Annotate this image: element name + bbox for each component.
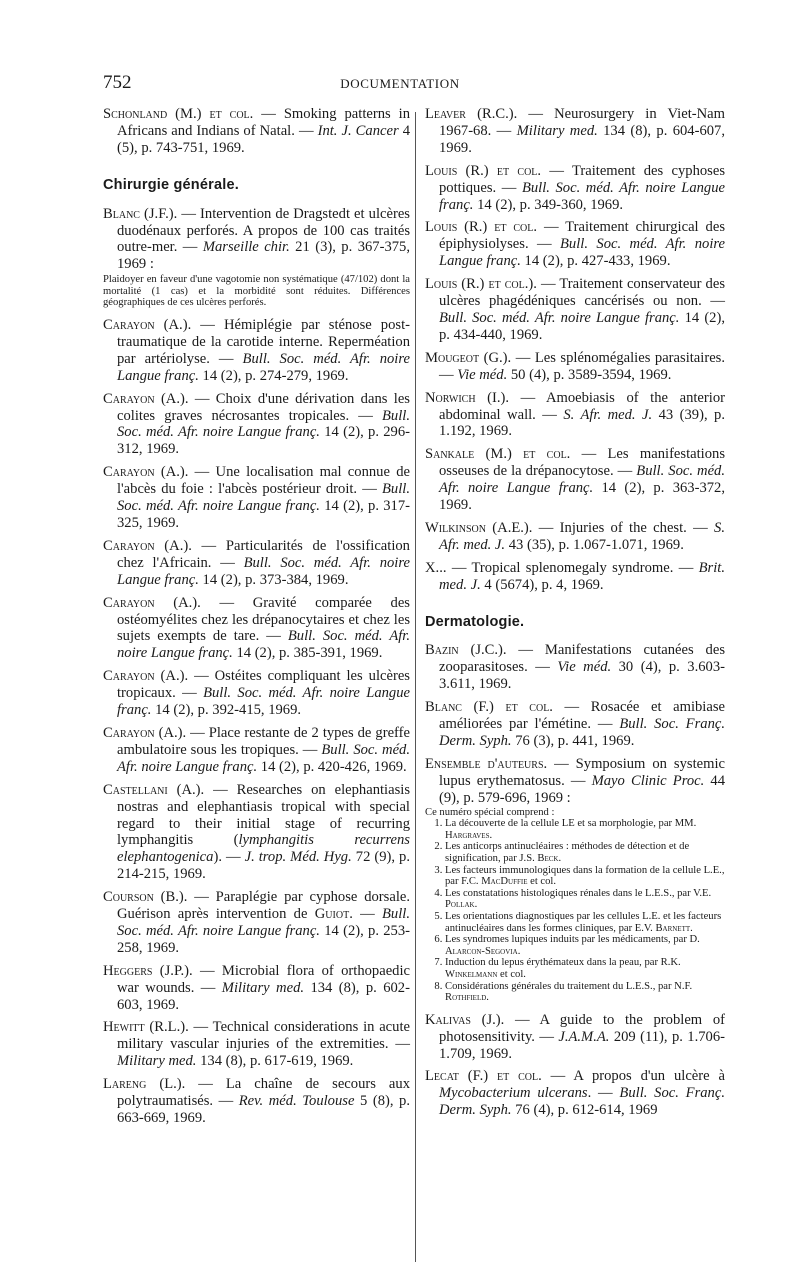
reference-title: — Researches on elephantiasis nostras and elephantiasis tropical with special regard to their initial stage of recurring lymphangitis ( bbox=[117, 781, 410, 849]
reference-title: — Injuries of the chest. — bbox=[532, 519, 715, 536]
reference-journal: Bull. Soc. méd. Afr. noire Langue franç. bbox=[117, 481, 410, 515]
reference-details: 14 (2), p. 296-312, 1969. bbox=[117, 424, 410, 458]
reference-details: 14 (2), p. 427-433, 1969. bbox=[520, 253, 671, 270]
reference-title: — Amoebiasis of the anterior abdominal wall. — bbox=[439, 389, 725, 423]
contents-item: 1. La découverte de la cellule LE et sa morphologie, par MM. Hargraves. bbox=[445, 818, 725, 841]
reference-journal: J.A.M.A. bbox=[558, 1028, 610, 1045]
reference-author: Carayon (A.). bbox=[103, 390, 189, 407]
reference-author: Kalivas (J.). bbox=[425, 1011, 505, 1028]
reference-journal: J. trop. Méd. Hyg. bbox=[244, 849, 352, 866]
reference-details: 14 (2), p. 363-372, 1969. bbox=[439, 480, 725, 514]
reference-title: — Traitement conservateur des ulcères phagédéniques cancérisés ou non. — bbox=[439, 276, 726, 310]
reference-journal: Military med. bbox=[117, 1053, 197, 1070]
reference-entry bbox=[103, 106, 410, 157]
reference-title: — Particularités de l'ossification chez l'Africain. — bbox=[117, 537, 410, 571]
reference-entry bbox=[425, 1012, 725, 1063]
reference-title: — Hémiplégie par sténose post-traumatique de la carotide interne. Reperméation par artériolyse. — bbox=[117, 317, 410, 367]
reference-entry bbox=[103, 538, 410, 589]
reference-title: — Intervention de Dragstedt et ulcères duodénaux perforés. A propos de 100 cas traités outre-mer. — bbox=[117, 205, 410, 256]
reference-title: — Technical considerations in acute military vascular injuries of the extremities. — bbox=[117, 1019, 410, 1053]
reference-entry bbox=[103, 668, 410, 719]
reference-author: Carayon (A.). bbox=[103, 464, 189, 481]
reference-entry bbox=[103, 391, 410, 459]
reference-entry bbox=[103, 1019, 410, 1070]
reference-entry bbox=[425, 699, 725, 750]
reference-title: — Paraplégie par cyphose dorsale. Guérison après intervention de bbox=[117, 889, 410, 923]
reference-title-author: Guiot bbox=[314, 906, 350, 923]
reference-author: X... bbox=[425, 559, 447, 576]
reference-details: 14 (2), p. 434-440, 1969. bbox=[439, 309, 725, 343]
contents-list bbox=[425, 818, 725, 1004]
contents-item: 6. Les syndromes lupiques induits par les médicaments, par D. Alarcon-Segovia. bbox=[445, 934, 725, 957]
reference-entry bbox=[425, 106, 725, 157]
reference-author: Hewitt (R.L.). bbox=[103, 1019, 189, 1036]
reference-details: 4 (5), p. 743-751, 1969. bbox=[117, 122, 411, 156]
reference-title-italic: lymphangitis recurrens elephantogenica bbox=[117, 832, 410, 866]
right-column bbox=[425, 106, 725, 1125]
reference-details: 14 (2), p. 373-384, 1969. bbox=[198, 571, 349, 588]
reference-entry bbox=[103, 889, 410, 957]
reference-author: Blanc (J.F.). bbox=[103, 205, 178, 222]
reference-details: 4 (5674), p. 4, 1969. bbox=[480, 576, 604, 593]
reference-details: 14 (2), p. 349-360, 1969. bbox=[473, 196, 624, 213]
reference-title: — Les manifestations osseuses de la drépanocytose. — bbox=[439, 446, 725, 480]
reference-details: 14 (2), p. 274-279, 1969. bbox=[198, 367, 349, 384]
reference-title: — Les splénomégalies parasitaires. — bbox=[439, 349, 725, 383]
reference-details: 134 (8), p. 602-603, 1969. bbox=[117, 979, 410, 1013]
left-column bbox=[103, 106, 410, 1133]
reference-details: 5 (8), p. 663-669, 1969. bbox=[117, 1093, 410, 1126]
reference-author: Louis (R.) et col. bbox=[425, 162, 542, 179]
reference-title: — Choix d'une dérivation dans les colites graves nécrosantes tropicales. — bbox=[117, 390, 410, 424]
reference-entry bbox=[425, 446, 725, 514]
running-head: DOCUMENTATION bbox=[340, 76, 460, 91]
reference-author: Bazin (J.C.). bbox=[425, 642, 507, 659]
reference-author: Schonland (M.) et col. bbox=[103, 106, 254, 122]
reference-journal: Marseille chir. bbox=[202, 239, 290, 256]
reference-entry bbox=[425, 163, 725, 214]
reference-title: — Rosacée et amibiase améliorées par l'émétine. — bbox=[439, 699, 725, 733]
reference-title: — Traitement chirurgical des épiphysiolyses. — bbox=[439, 219, 725, 253]
reference-author: Carayon (A.). bbox=[103, 668, 189, 685]
contents-item: 7. Induction du lepus érythémateux dans la peau, par R.K. Winkelmann et col. bbox=[445, 957, 725, 980]
reference-note: Ce numéro spécial comprend : bbox=[425, 806, 555, 818]
reference-entry bbox=[425, 350, 725, 384]
reference-journal: Bull. Soc. Franç. Derm. Syph. bbox=[439, 716, 725, 749]
contents-item: 4. Les constatations histologiques rénales dans le L.E.S., par V.E. Pollak. bbox=[445, 888, 725, 911]
reference-author: Carayon (A.). bbox=[103, 724, 187, 741]
reference-details: 134 (8), p. 617-619, 1969. bbox=[196, 1053, 354, 1070]
reference-author: Heggers (J.P.). bbox=[103, 962, 193, 979]
reference-title: — A guide to the problem of photosensitivity. — bbox=[439, 1011, 725, 1045]
reference-entry bbox=[103, 464, 410, 532]
reference-details: 43 (35), p. 1.067-1.071, 1969. bbox=[505, 536, 684, 553]
page-number: 752 bbox=[103, 72, 132, 93]
reference-title: — La chaîne de secours aux polytraumatisés. — bbox=[117, 1076, 410, 1110]
reference-entry bbox=[425, 1068, 725, 1119]
reference-title: — Tropical splenomegaly syndrome. — bbox=[446, 559, 699, 576]
reference-entry bbox=[425, 390, 725, 441]
reference-journal: Bull. Soc. méd. Afr. noire Langue franç. bbox=[117, 685, 410, 719]
section-heading: Chirurgie générale. bbox=[103, 176, 239, 193]
reference-entry bbox=[103, 317, 410, 385]
reference-title-end: . — bbox=[349, 906, 383, 923]
reference-details: 14 (2), p. 385-391, 1969. bbox=[232, 645, 383, 662]
reference-author: Castellani (A.). bbox=[103, 781, 205, 798]
reference-title: — Neurosurgery in Viet-Nam 1967-68. — bbox=[439, 106, 725, 139]
reference-journal: Bull. Soc. méd. Afr. noire Langue franç. bbox=[439, 236, 725, 270]
reference-title: — Smoking patterns in Africans and Indians of Natal. — bbox=[117, 106, 410, 139]
reference-journal: Bull. Soc. méd. Afr. noire Langue franç. bbox=[117, 407, 410, 441]
contents-item: 5. Les orientations diagnostiques par les cellules L.E. et les facteurs antinucléaires dans les formes cliniques, par E.V. Barnett. bbox=[445, 911, 725, 934]
reference-journal: Bull. Soc. méd. Afr. noire Langue franç. bbox=[117, 906, 410, 939]
reference-author: Ensemble d'auteurs. bbox=[425, 755, 548, 772]
reference-note: Plaidoyer en faveur d'une vagotomie non systématique (47/102) dont la mortalité (1 cas) et la morbidité sont réduites. Différences géographiques de ces ulcères perforés. bbox=[103, 274, 410, 309]
reference-author: Wilkinson (A.E.). bbox=[425, 519, 533, 536]
reference-author: Courson (B.). bbox=[103, 889, 188, 906]
reference-title: — Place restante de 2 types de greffe ambulatoire sous les tropiques. — bbox=[117, 724, 410, 758]
reference-details: 30 (4), p. 3.603-3.611, 1969. bbox=[439, 659, 725, 693]
reference-entry bbox=[425, 560, 725, 594]
reference-title-end: ). — bbox=[213, 849, 245, 866]
reference-journal: Bull. Soc. méd. Afr. noire Langue franç. bbox=[117, 350, 410, 384]
reference-journal: S. Afr. med. J. bbox=[439, 519, 725, 553]
reference-title: — Manifestations cutanées des zooparasitoses. — bbox=[439, 642, 726, 676]
reference-journal: Bull. Soc. méd. Afr. noire Langue franç. bbox=[117, 628, 410, 662]
reference-details: 134 (8), p. 604-607, 1969. bbox=[439, 122, 725, 156]
reference-details: 76 (3), p. 441, 1969. bbox=[511, 733, 635, 749]
reference-journal: Rev. méd. Toulouse bbox=[238, 1093, 355, 1110]
reference-entry bbox=[103, 206, 410, 274]
reference-entry bbox=[103, 725, 410, 776]
reference-journal: Bull. Soc. méd. Afr. noire Langue franç. bbox=[439, 309, 680, 326]
reference-author: Lareng (L.). bbox=[103, 1076, 186, 1093]
reference-journal: Int. J. Cancer bbox=[317, 122, 399, 139]
reference-details: 44 (9), p. 579-696, 1969 : bbox=[439, 772, 725, 806]
reference-details: 14 (2), p. 392-415, 1969. bbox=[151, 702, 302, 719]
reference-details: 209 (11), p. 1.706-1.709, 1969. bbox=[439, 1028, 725, 1062]
reference-details: 72 (9), p. 214-215, 1969. bbox=[117, 849, 411, 883]
reference-title: — Symposium on systemic lupus erythematosus. — bbox=[439, 755, 725, 789]
reference-author: Louis (R.) et col. bbox=[425, 219, 538, 236]
reference-journal: Bull. Soc. méd. Afr. noire Langue franç. bbox=[117, 741, 410, 775]
reference-entry bbox=[425, 756, 725, 807]
reference-details: 14 (2), p. 420-426, 1969. bbox=[257, 758, 407, 775]
reference-details: 76 (4), p. 612-614, 1969 bbox=[511, 1102, 658, 1119]
section-heading: Dermatologie. bbox=[425, 613, 525, 630]
reference-author: Sankale (M.) et col. bbox=[425, 446, 571, 463]
column-divider bbox=[415, 112, 416, 1262]
reference-title: — Traitement des cyphoses pottiques. — bbox=[439, 162, 725, 196]
reference-journal: S. Afr. med. J. bbox=[563, 406, 653, 423]
reference-journal: Brit. med. J. bbox=[439, 559, 725, 593]
reference-entry bbox=[425, 219, 725, 270]
reference-details: 14 (2), p. 317-325, 1969. bbox=[117, 498, 410, 531]
reference-entry bbox=[103, 963, 410, 1014]
reference-title: — Ostéites compliquant les ulcères tropicaux. — bbox=[117, 668, 410, 702]
contents-item: 8. Considérations générales du traitement du L.E.S., par N.F. Rothfield. bbox=[445, 981, 725, 1004]
reference-author: Mougeot (G.). bbox=[425, 349, 512, 366]
reference-details: 21 (3), p. 367-375, 1969 : bbox=[117, 239, 410, 273]
reference-title-end: . — bbox=[587, 1085, 620, 1102]
reference-details: 50 (4), p. 3589-3594, 1969. bbox=[507, 366, 672, 383]
reference-details: 14 (2), p. 253-258, 1969. bbox=[117, 922, 410, 956]
reference-author: Leaver (R.C.). bbox=[425, 106, 518, 122]
reference-title-italic: Mycobacterium ulcerans bbox=[439, 1085, 588, 1102]
reference-author: Blanc (F.) et col. bbox=[425, 699, 553, 716]
reference-author: Norwich (I.). bbox=[425, 389, 509, 406]
contents-item: 2. Les anticorps antinucléaires : méthodes de détection et de signification, par J.S. Beck. bbox=[445, 841, 725, 864]
contents-item: 3. Les facteurs immunologiques dans la formation de la cellule L.E., par F.C. MacDuffie et col. bbox=[445, 865, 725, 888]
reference-title: — Gravité comparée des ostéomyélites chez les drépanocytaires et chez les sujets exempts de tare. — bbox=[117, 594, 410, 645]
reference-title: — Une localisation mal connue de l'abcès du foie : l'abcès postérieur droit. — bbox=[117, 464, 410, 498]
reference-author: Lecat (F.) et col. bbox=[425, 1068, 542, 1085]
reference-entry bbox=[425, 520, 725, 554]
reference-details: 43 (39), p. 1.192, 1969. bbox=[439, 406, 725, 440]
reference-title: — A propos d'un ulcère à bbox=[541, 1068, 725, 1085]
reference-entry bbox=[103, 1076, 410, 1127]
reference-title: — Microbial flora of orthopaedic war wounds. — bbox=[117, 962, 410, 996]
reference-journal: Mayo Clinic Proc. bbox=[591, 772, 705, 789]
reference-journal: Vie méd. bbox=[457, 366, 508, 383]
reference-author: Louis (R.) et col.). bbox=[425, 276, 537, 293]
reference-journal: Bull. Soc. méd. Afr. noire Langue franç. bbox=[439, 179, 725, 213]
reference-journal: Bull. Soc. méd. Afr. noire Langue franç. bbox=[439, 463, 726, 497]
reference-author: Carayon (A.). bbox=[103, 317, 192, 334]
reference-author: Carayon (A.). bbox=[103, 594, 201, 611]
reference-journal: Vie méd. bbox=[557, 659, 612, 676]
reference-journal: Bull. Soc. méd. Afr. noire Langue franç. bbox=[117, 554, 410, 588]
reference-author: Carayon (A.). bbox=[103, 537, 192, 554]
reference-journal: Military med. bbox=[221, 979, 305, 996]
reference-entry bbox=[103, 782, 410, 883]
reference-journal: Military med. bbox=[516, 122, 598, 139]
reference-entry bbox=[103, 595, 410, 663]
reference-journal: Bull. Soc. Franç. Derm. Syph. bbox=[439, 1085, 725, 1119]
reference-entry bbox=[425, 642, 725, 693]
reference-entry bbox=[425, 276, 725, 344]
